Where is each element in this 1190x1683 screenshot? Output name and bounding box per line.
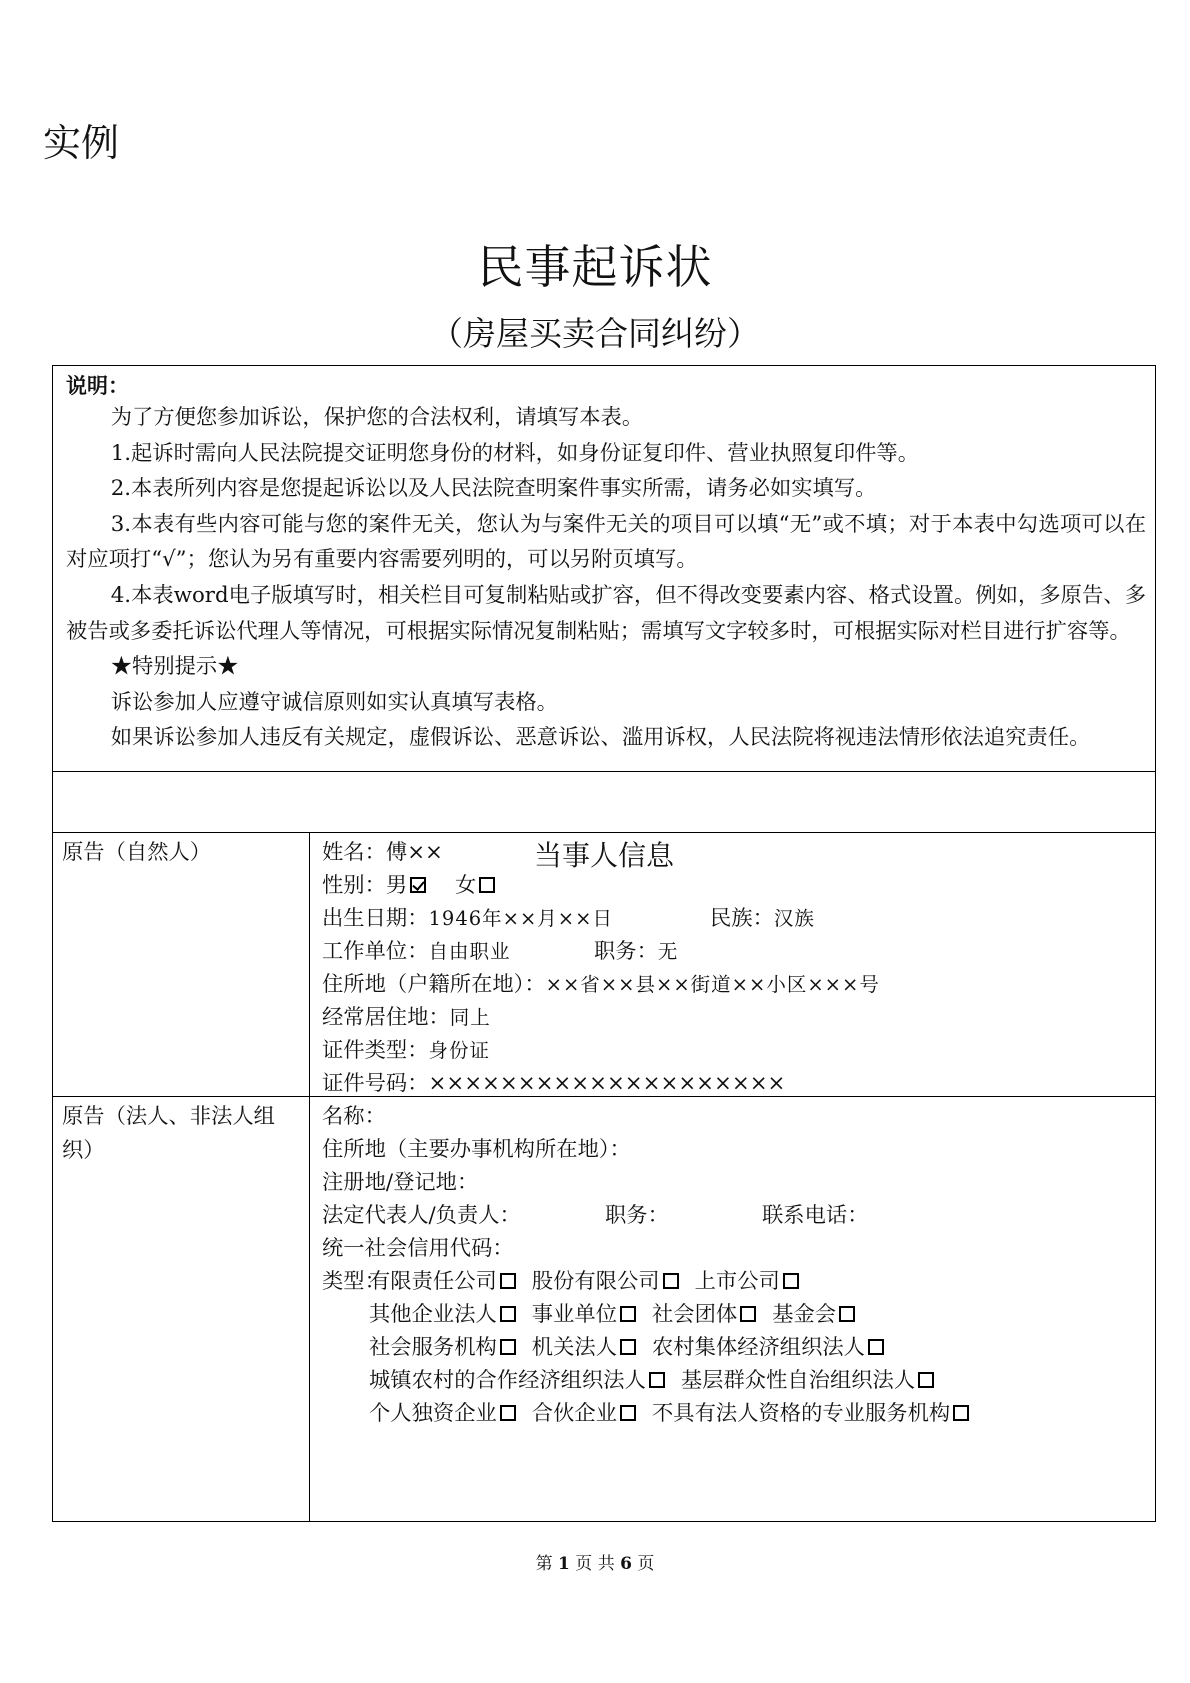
org-type-checkbox[interactable]: [620, 1339, 636, 1355]
org-type-option: [652, 1331, 884, 1365]
id-number-value: ××××××××××××××××××××: [428, 1071, 786, 1096]
org-type-option: [681, 1364, 934, 1398]
name-value: 傅××: [385, 840, 443, 865]
org-type-option: [532, 1397, 636, 1431]
female-label: 女: [455, 873, 477, 898]
field-birth: [322, 902, 613, 936]
field-org-credit: 统一社会信用代码：: [322, 1236, 514, 1261]
org-type-row: [369, 1298, 871, 1332]
male-label: 男: [385, 873, 408, 898]
org-type-option: [369, 1331, 516, 1365]
page-total: 6: [620, 1554, 632, 1574]
field-name: [322, 836, 443, 870]
work-value: 自由职业: [428, 940, 511, 963]
org-type-option-label: 基金会: [772, 1302, 837, 1327]
birth-value: 1946年××月××日: [428, 907, 613, 930]
notes-body: [66, 400, 1146, 756]
org-type-row: [369, 1364, 950, 1398]
org-type-option-label: 事业单位: [531, 1302, 617, 1327]
domicile-value: ××省××县××街道××小区×××号: [545, 973, 880, 996]
field-domicile: [322, 968, 880, 1002]
divider-notes: [52, 771, 1156, 772]
residence-value: 同上: [449, 1006, 491, 1029]
gender-label: 性别：: [322, 873, 386, 898]
org-type-option: [369, 1265, 516, 1299]
id-type-value: 身份证: [428, 1039, 491, 1062]
org-type-checkbox[interactable]: [649, 1372, 665, 1388]
org-type-option-label: 有限责任公司: [369, 1269, 497, 1294]
id-number-label: 证件号码：: [322, 1071, 429, 1096]
work-label: 工作单位：: [322, 939, 429, 964]
org-type-option: [532, 1331, 636, 1365]
org-type-option-label: 股份有限公司: [531, 1269, 660, 1294]
org-type-checkbox[interactable]: [868, 1339, 884, 1355]
org-type-checkbox[interactable]: [500, 1405, 516, 1421]
ethnic-label: 民族：: [710, 906, 774, 931]
field-org-registry: 注册地/登记地：: [322, 1170, 479, 1195]
male-checkbox[interactable]: [410, 877, 426, 893]
org-type-row: [369, 1397, 985, 1431]
notes-paragraph: 如果诉讼参加人违反有关规定，虚假诉讼、恶意诉讼、滥用诉权，人民法院将视违法情形依法追究责任。: [110, 725, 1091, 751]
female-checkbox[interactable]: [479, 877, 495, 893]
notes-paragraph: 为了方便您参加诉讼，保护您的合法权利，请填写本表。: [110, 405, 644, 430]
org-type-option: [369, 1397, 516, 1431]
field-id-type: [322, 1034, 490, 1068]
org-type-checkbox[interactable]: [500, 1306, 516, 1322]
org-type-checkbox[interactable]: [500, 1273, 516, 1289]
org-type-option: [695, 1265, 799, 1299]
notes-paragraph: 3.本表有些内容可能与您的案件无关，您认为与案件无关的项目可以填“无”或不填；对于本表中勾选项可以在对应项打“√”；您认为另有重要内容需要列明的，可以另附页填写。: [66, 511, 1146, 573]
org-type-option-label: 基层群众性自治组织法人: [680, 1368, 916, 1393]
domicile-label: 住所地（户籍所在地）：: [322, 972, 546, 997]
field-org-domicile: 住所地（主要办事机构所在地）：: [322, 1137, 631, 1162]
org-type-option: [369, 1298, 516, 1332]
field-org-phone: 联系电话：: [762, 1203, 869, 1228]
notes-paragraph: 诉讼参加人应遵守诚信原则如实认真填写表格。: [110, 689, 558, 715]
example-label: 实例: [43, 121, 120, 165]
notes-paragraph: 2.本表所列内容是您提起诉讼以及人民法院查明案件事实所需，请务必如实填写。: [110, 476, 877, 502]
page-mid: 页 共: [575, 1554, 615, 1574]
org-type-row: [369, 1331, 900, 1365]
org-type-checkbox[interactable]: [620, 1306, 636, 1322]
org-type-option: [652, 1298, 756, 1332]
page-prefix: 第: [535, 1554, 553, 1574]
page-footer: [0, 1552, 1190, 1576]
position-value: 无: [657, 940, 679, 963]
org-type-option-label: 社会服务机构: [369, 1335, 497, 1360]
org-type-option-label: 合伙企业: [531, 1401, 617, 1426]
org-type-option-label: 上市公司: [694, 1269, 780, 1294]
org-type-option-label: 其他企业法人: [369, 1302, 497, 1327]
org-type-checkbox[interactable]: [953, 1405, 969, 1421]
residence-label: 经常居住地：: [322, 1005, 450, 1030]
field-org-position: 职务：: [605, 1203, 669, 1228]
divider-section: [52, 832, 1156, 833]
org-type-option-label: 城镇农村的合作经济组织法人: [369, 1368, 646, 1393]
notes-paragraph: ★特别提示★: [110, 654, 239, 680]
org-type-checkbox[interactable]: [918, 1372, 934, 1388]
notes-paragraph: 1.起诉时需向人民法院提交证明您身份的材料，如身份证复印件、营业执照复印件等。: [110, 440, 920, 466]
field-work: [322, 935, 511, 969]
plaintiff-legal-label: 原告（法人、非法人组织）: [62, 1104, 275, 1163]
plaintiff-natural-label: 原告（自然人）: [62, 840, 212, 865]
field-residence: [322, 1001, 491, 1035]
org-type-checkbox[interactable]: [620, 1405, 636, 1421]
ethnic-value: 汉族: [773, 907, 815, 930]
page-suffix: 页: [637, 1554, 655, 1574]
org-type-option: [369, 1364, 665, 1398]
org-type-option-label: 不具有法人资格的专业服务机构: [652, 1401, 951, 1426]
position-label: 职务：: [594, 939, 658, 964]
notes-paragraph: 4.本表word电子版填写时，相关栏目可复制粘贴或扩容，但不得改变要素内容、格式设置。例如，多原告、多被告或多委托诉讼代理人等情况，可根据实际情况复制粘贴；需填写文字较多时，可根据实际对栏目进行扩容等。: [66, 582, 1146, 644]
org-type-checkbox[interactable]: [839, 1306, 855, 1322]
field-org-rep: 法定代表人/负责人：: [322, 1203, 521, 1228]
document-subtitle: （房屋买卖合同纠纷）: [430, 314, 760, 353]
section-title: 当事人信息: [533, 839, 674, 872]
org-type-option: [532, 1298, 636, 1332]
org-type-checkbox[interactable]: [740, 1306, 756, 1322]
org-type-option: [532, 1265, 679, 1299]
field-org-type-label: 类型：: [322, 1269, 386, 1294]
org-type-option-label: 机关法人: [531, 1335, 617, 1360]
org-type-option-label: 社会团体: [652, 1302, 738, 1327]
org-type-checkbox[interactable]: [663, 1273, 679, 1289]
org-type-row: [369, 1265, 815, 1299]
document-title: 民事起诉状: [477, 240, 713, 294]
id-type-label: 证件类型：: [322, 1038, 429, 1063]
field-id-number: [322, 1067, 785, 1101]
org-type-option: [652, 1397, 969, 1431]
column-divider: [309, 832, 310, 1522]
org-type-option: [772, 1298, 855, 1332]
field-org-name: 名称：: [322, 1104, 386, 1129]
org-type-option-label: 个人独资企业: [369, 1401, 497, 1426]
field-position: [594, 935, 678, 969]
org-type-checkbox[interactable]: [783, 1273, 799, 1289]
org-type-checkbox[interactable]: [500, 1339, 516, 1355]
name-label: 姓名：: [322, 840, 386, 865]
notes-heading: 说明：: [66, 373, 129, 398]
page-number: 1: [558, 1554, 570, 1574]
field-ethnic: [710, 902, 815, 936]
org-type-option-label: 农村集体经济组织法人: [652, 1335, 865, 1360]
field-gender: [322, 869, 495, 903]
birth-label: 出生日期：: [322, 906, 429, 931]
